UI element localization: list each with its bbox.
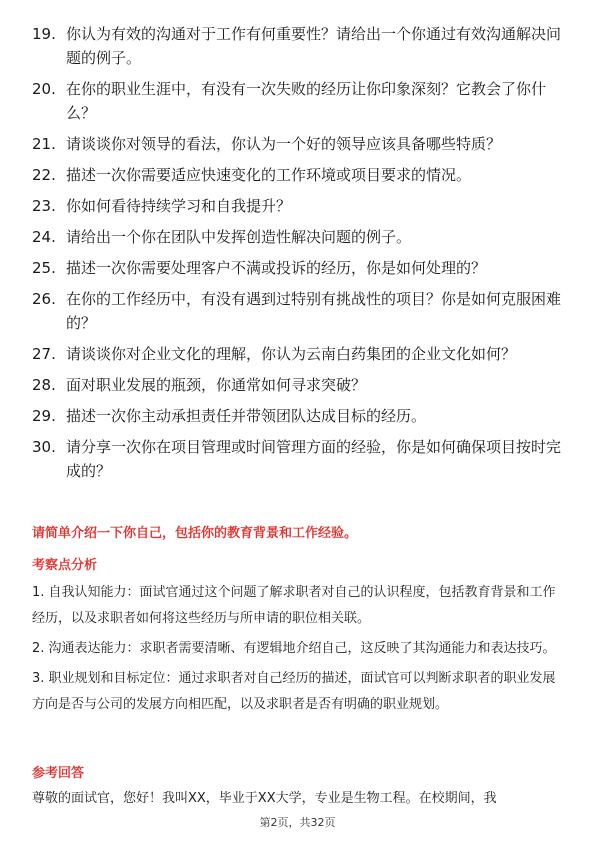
question-number: 23. bbox=[32, 197, 56, 215]
question-number: 26. bbox=[32, 290, 56, 308]
section-title: 请简单介绍一下你自己，包括你的教育背景和工作经验。 bbox=[32, 526, 358, 541]
question-text: 你如何看待持续学习和自我提升？ bbox=[66, 197, 292, 215]
question-item bbox=[32, 22, 564, 70]
question-number: 22. bbox=[32, 166, 56, 184]
question-number: 25. bbox=[32, 259, 56, 277]
analysis-point: 3. 职业规划和目标定位：通过求职者对自己经历的描述，面试官可以判断求职者的职业发展方向是否与公司的发展方向相匹配，以及求职者是否有明确的职业规划。 bbox=[32, 671, 556, 712]
question-text: 请分享一次你在项目管理或时间管理方面的经验，你是如何确保项目按时完成的？ bbox=[66, 438, 562, 480]
question-item bbox=[32, 77, 564, 125]
question-text: 你认为有效的沟通对于工作有何重要性？请给出一个你通过有效沟通解决问题的例子。 bbox=[66, 25, 562, 67]
question-number: 30. bbox=[32, 438, 56, 456]
question-item bbox=[32, 163, 564, 187]
question-number: 28. bbox=[32, 376, 56, 394]
question-item bbox=[32, 404, 564, 428]
question-text: 描述一次你需要适应快速变化的工作环境或项目要求的情况。 bbox=[66, 166, 472, 184]
question-text: 请谈谈你对领导的看法，你认为一个好的领导应该具备哪些特质？ bbox=[66, 135, 502, 153]
question-number: 20. bbox=[32, 80, 56, 98]
question-number: 21. bbox=[32, 135, 56, 153]
analysis-heading: 考察点分析 bbox=[32, 558, 98, 573]
question-text: 请给出一个你在团队中发挥创造性解决问题的例子。 bbox=[66, 228, 412, 246]
question-number: 27. bbox=[32, 345, 56, 363]
question-text: 在你的工作经历中，有没有遇到过特别有挑战性的项目？你是如何克服困难的？ bbox=[66, 290, 562, 332]
analysis-section bbox=[32, 556, 564, 718]
question-item bbox=[32, 435, 564, 483]
answer-text: 尊敬的面试官，您好！我叫XX，毕业于XX大学，专业是生物工程。在校期间，我 bbox=[32, 791, 497, 806]
question-text: 描述一次你主动承担责任并带领团队达成目标的经历。 bbox=[66, 407, 427, 425]
question-item bbox=[32, 132, 564, 156]
section-title-block bbox=[32, 524, 564, 544]
answer-section bbox=[32, 764, 564, 812]
question-item bbox=[32, 256, 564, 280]
question-number: 24. bbox=[32, 228, 56, 246]
question-list bbox=[32, 22, 564, 490]
question-text: 在你的职业生涯中，有没有一次失败的经历让你印象深刻？它教会了你什么？ bbox=[66, 80, 547, 122]
question-item bbox=[32, 194, 564, 218]
question-text: 面对职业发展的瓶颈，你通常如何寻求突破？ bbox=[66, 376, 367, 394]
question-text: 请谈谈你对企业文化的理解，你认为云南白药集团的企业文化如何？ bbox=[66, 345, 517, 363]
answer-heading: 参考回答 bbox=[32, 766, 85, 781]
question-item bbox=[32, 225, 564, 249]
question-text: 描述一次你需要处理客户不满或投诉的经历，你是如何处理的？ bbox=[66, 259, 487, 277]
page-footer: 第2页，共32页 bbox=[259, 816, 336, 829]
question-item bbox=[32, 287, 564, 335]
question-number: 29. bbox=[32, 407, 56, 425]
question-item bbox=[32, 373, 564, 397]
analysis-point: 1. 自我认知能力：面试官通过这个问题了解求职者对自己的认识程度，包括教育背景和工作经历，以及求职者如何将这些经历与所申请的职位相关联。 bbox=[32, 585, 556, 626]
question-item bbox=[32, 342, 564, 366]
analysis-point: 2. 沟通表达能力：求职者需要清晰、有逻辑地介绍自己，这反映了其沟通能力和表达技巧。 bbox=[32, 641, 556, 656]
question-number: 19. bbox=[32, 25, 56, 43]
